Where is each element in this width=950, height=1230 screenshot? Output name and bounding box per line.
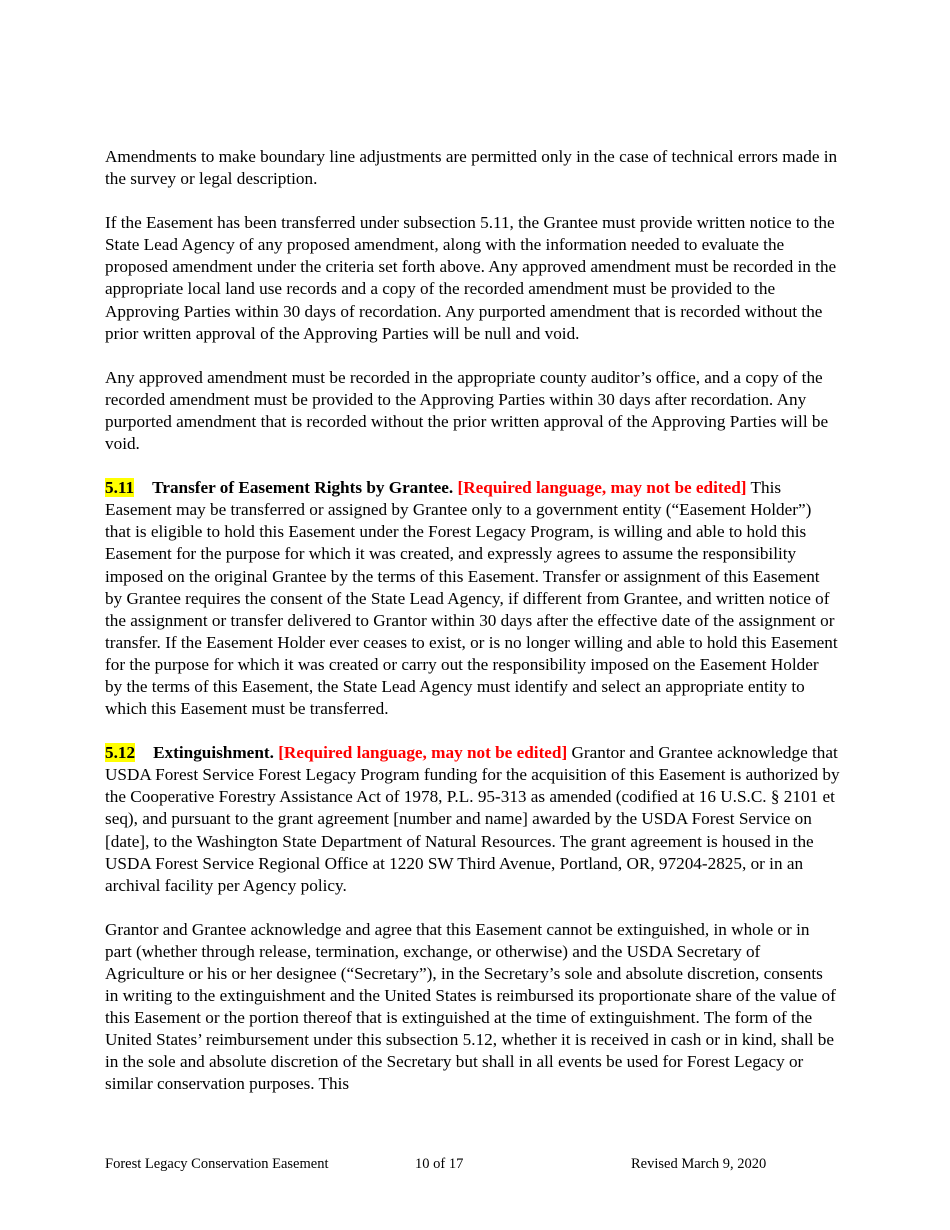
section-number-5-11: 5.11 (105, 478, 135, 498)
required-language-note: [Required language, may not be edited] (457, 478, 747, 498)
section-body-5-11: This Easement may be transferred or assigned by Grantee only to a government entity (“Easement Holder”) that is eligible to hold this Easement under the Forest Legacy Program, is willing and able to hold this Easement for the purpose for which it was created, and expressly agrees to assume the responsibility imposed on the original Grantee by the terms of this Easement. Transfer or assignment of this Easement by Grantee requires the consent of the State Lead Agency, if different from Grantee, and written notice of the assignment or transfer delivered to Grantor within 30 days after the effective date of the assignment or transfer. If the Easement Holder ever ceases to exist, or is no longer willing and able to hold this Easement for the purpose for which it was created or carry out the responsibility imposed on the Easement Holder by the terms of this Easement, the State Lead Agency must identify and select an appropriate entity to which this Easement must be transferred. (105, 478, 838, 719)
section-5-12 (105, 742, 840, 897)
section-5-11 (105, 477, 840, 720)
footer-page-number: 10 of 17 (415, 1156, 464, 1172)
section-title-5-12: Extinguishment. (153, 743, 274, 763)
footer-revision-date: Revised March 9, 2020 (631, 1156, 767, 1172)
page-footer (105, 1156, 840, 1176)
section-title-5-11: Transfer of Easement Rights by Grantee. (152, 478, 454, 498)
section-number-5-12: 5.12 (105, 743, 136, 763)
footer-document-title: Forest Legacy Conservation Easement (105, 1156, 329, 1172)
paragraph-approved-amendment: Any approved amendment must be recorded in the appropriate county auditor’s office, and a copy of the recorded amendment must be provided to the Approving Parties within 30 days after recordation. Any purported amendment that is recorded without the prior written approval of the Approving Parties will be void. (105, 367, 829, 454)
section-body-5-12: Grantor and Grantee acknowledge that USDA Forest Service Forest Legacy Program funding for the acquisition of this Easement is authorized by the Cooperative Forestry Assistance Act of 1978, P.L. 95-313 as amended (codified at 16 U.S.C. § 2101 et seq), and pursuant to the grant agreement [number and name] awarded by the USDA Forest Service on [date], to the Washington State Department of Natural Resources. The grant agreement is housed in the USDA Forest Service Regional Office at 1220 SW Third Avenue, Portland, OR, 97204-2825, or in an archival facility per Agency policy. (105, 743, 840, 895)
paragraph-extinguishment-consent: Grantor and Grantee acknowledge and agree that this Easement cannot be extinguished, in whole or in part (whether through release, termination, exchange, or otherwise) and the USDA Secretary of Agriculture or his or her designee (“Secretary”), in the Secretary’s sole and absolute discretion, consents in writing to the extinguishment and the United States is reimbursed its proportionate share of the value of this Easement or the portion thereof that is extinguished at the time of extinguishment. The form of the United States’ reimbursement under this subsection 5.12, whether it is received in cash or in kind, shall be in the sole and absolute discretion of the Secretary but shall in all events be used for Forest Legacy or similar conservation purposes. This (105, 919, 836, 1094)
required-language-note: [Required language, may not be edited] (278, 743, 568, 763)
paragraph-boundary-adjustments: Amendments to make boundary line adjustments are permitted only in the case of technical errors made in the survey or legal description. (105, 147, 838, 189)
paragraph-transferred-amendment: If the Easement has been transferred under subsection 5.11, the Grantee must provide written notice to the State Lead Agency of any proposed amendment, along with the information needed to evaluate the proposed amendment under the criteria set forth above. Any approved amendment must be recorded in the appropriate local land use records and a copy of the recorded amendment must be provided to the Approving Parties within 30 days of recordation. Any purported amendment that is recorded without the prior written approval of the Approving Parties will be null and void. (105, 213, 837, 343)
document-body (105, 146, 840, 1118)
